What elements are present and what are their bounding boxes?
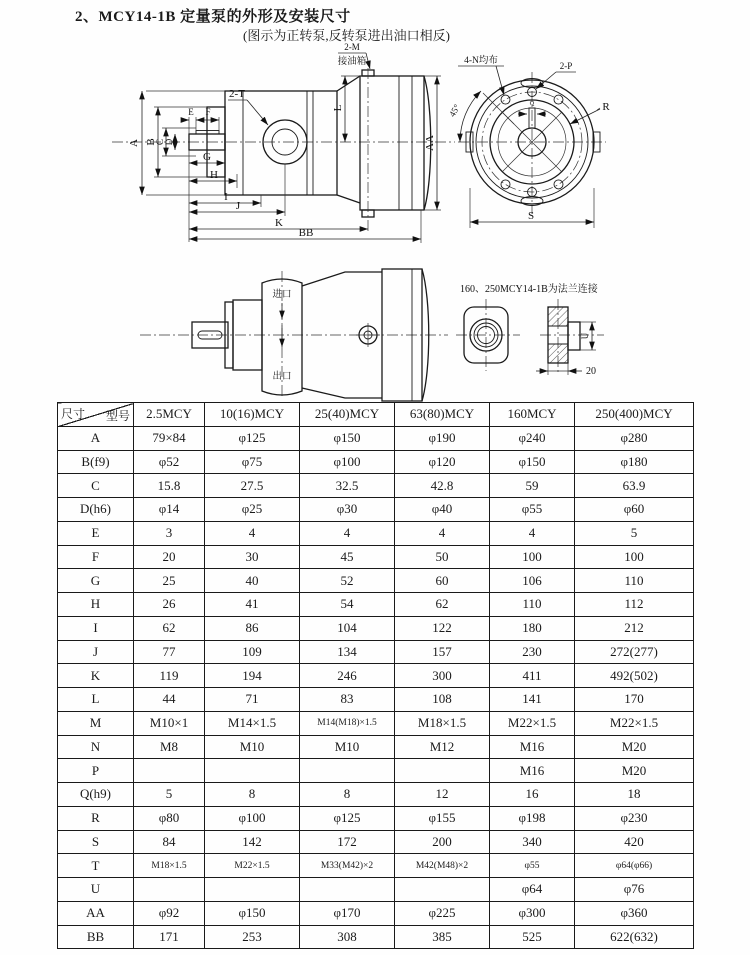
bolt-pattern-label: 4-N均布	[464, 56, 498, 66]
table-cell: 180	[490, 616, 575, 640]
row-label-cell: BB	[58, 925, 134, 949]
table-cell: φ170	[300, 901, 395, 925]
column-header: 160MCY	[490, 403, 575, 427]
table-cell: 8	[300, 783, 395, 807]
dim-label-k: K	[275, 217, 283, 229]
table-cell: 52	[300, 569, 395, 593]
table-cell: 25	[134, 569, 205, 593]
table-cell: 8	[205, 783, 300, 807]
table-cell: 4	[395, 521, 490, 545]
table-cell: 525	[490, 925, 575, 949]
table-cell: 77	[134, 640, 205, 664]
dim-label-a: A	[128, 139, 140, 147]
table-row	[58, 474, 694, 498]
outline-dimension-drawing	[0, 38, 750, 258]
table-cell: φ92	[134, 901, 205, 925]
table-cell: M20	[575, 759, 694, 783]
table-row	[58, 925, 694, 949]
table-cell: 27.5	[205, 474, 300, 498]
table-cell: 5	[134, 783, 205, 807]
column-header: 25(40)MCY	[300, 403, 395, 427]
table-cell: 62	[395, 593, 490, 617]
table-cell: φ240	[490, 426, 575, 450]
dim-label-r: R	[602, 101, 610, 113]
dim-label-g: G	[203, 151, 211, 163]
table-cell: 119	[134, 664, 205, 688]
table-cell: M22×1.5	[575, 711, 694, 735]
row-label-cell: J	[58, 640, 134, 664]
table-cell	[134, 878, 205, 902]
table-cell: 44	[134, 688, 205, 712]
table-cell: 212	[575, 616, 694, 640]
row-label-cell: K	[58, 664, 134, 688]
table-cell: 170	[575, 688, 694, 712]
table-cell: 108	[395, 688, 490, 712]
table-cell: 385	[395, 925, 490, 949]
table-row	[58, 878, 694, 902]
page-subtitle: (图示为正转泵,反转泵进出油口相反)	[243, 28, 450, 43]
table-row	[58, 854, 694, 878]
dim-label-20: 20	[586, 366, 596, 377]
table-cell	[300, 878, 395, 902]
row-label-cell: M	[58, 711, 134, 735]
dim-label-l: L	[332, 104, 344, 112]
table-cell: 3	[134, 521, 205, 545]
table-cell: 134	[300, 640, 395, 664]
table-row	[58, 806, 694, 830]
dim-label-q: Q	[529, 100, 535, 107]
table-cell: 12	[395, 783, 490, 807]
table-cell: 71	[205, 688, 300, 712]
table-cell: M14(M18)×1.5	[300, 711, 395, 735]
table-cell: 246	[300, 664, 395, 688]
table-row	[58, 783, 694, 807]
table-cell	[205, 759, 300, 783]
row-label-cell: E	[58, 521, 134, 545]
table-row	[58, 688, 694, 712]
table-cell: φ64	[490, 878, 575, 902]
table-row	[58, 450, 694, 474]
table-cell: φ125	[300, 806, 395, 830]
dim-label-45deg: 45°	[446, 102, 462, 119]
pump-side-view	[112, 42, 455, 243]
table-cell: 4	[300, 521, 395, 545]
table-cell: M14×1.5	[205, 711, 300, 735]
dim-label-f: F	[205, 107, 211, 117]
table-cell	[205, 878, 300, 902]
table-cell: φ60	[575, 498, 694, 522]
table-cell: 340	[490, 830, 575, 854]
pump-front-view	[447, 54, 610, 228]
table-header-row	[58, 403, 694, 427]
table-cell: 83	[300, 688, 395, 712]
table-cell: M10	[300, 735, 395, 759]
dim-label-s: S	[527, 210, 535, 222]
table-row	[58, 521, 694, 545]
table-cell: 253	[205, 925, 300, 949]
table-cell: 59	[490, 474, 575, 498]
table-cell: 110	[575, 569, 694, 593]
table-cell: 60	[395, 569, 490, 593]
table-cell: 109	[205, 640, 300, 664]
table-corner-cell	[58, 403, 134, 427]
row-label-cell: I	[58, 616, 134, 640]
table-cell: M12	[395, 735, 490, 759]
inlet-port-label: 进口	[272, 290, 292, 300]
page-title: 2、MCY14-1B 定量泵的外形及安装尺寸	[75, 9, 351, 25]
row-label-cell: U	[58, 878, 134, 902]
table-cell: φ55	[490, 854, 575, 878]
dim-label-aa: AA	[424, 135, 436, 151]
table-cell: M16	[490, 759, 575, 783]
table-cell: 54	[300, 593, 395, 617]
table-cell: φ300	[490, 901, 575, 925]
port-flange-drawing	[0, 255, 750, 403]
table-cell: φ55	[490, 498, 575, 522]
table-cell: 62	[134, 616, 205, 640]
flange-note: 160、250MCY14-1B为法兰连接	[460, 284, 598, 295]
dim-label-b: B	[145, 138, 157, 146]
table-cell	[300, 759, 395, 783]
table-row	[58, 498, 694, 522]
table-cell: 16	[490, 783, 575, 807]
table-cell: φ225	[395, 901, 490, 925]
table-cell: M22×1.5	[490, 711, 575, 735]
row-label-cell: Q(h9)	[58, 783, 134, 807]
table-cell: φ30	[300, 498, 395, 522]
table-cell: 194	[205, 664, 300, 688]
table-cell: φ150	[490, 450, 575, 474]
table-cell: 142	[205, 830, 300, 854]
table-cell: φ180	[575, 450, 694, 474]
corner-model-label: 型号	[105, 408, 130, 423]
table-row	[58, 830, 694, 854]
table-cell: φ100	[205, 806, 300, 830]
table-cell: 411	[490, 664, 575, 688]
dim-label-2m: 2-M	[344, 42, 360, 52]
table-cell: 272(277)	[575, 640, 694, 664]
table-cell: 104	[300, 616, 395, 640]
table-cell: 30	[205, 545, 300, 569]
table-cell: M18×1.5	[395, 711, 490, 735]
table-cell: 110	[490, 593, 575, 617]
table-cell: φ76	[575, 878, 694, 902]
row-label-cell: G	[58, 569, 134, 593]
table-cell: M33(M42)×2	[300, 854, 395, 878]
table-cell: M22×1.5	[205, 854, 300, 878]
table-cell	[134, 759, 205, 783]
table-cell: M10×1	[134, 711, 205, 735]
table-cell: 5	[575, 521, 694, 545]
dim-label-j: J	[235, 200, 241, 212]
table-cell: 50	[395, 545, 490, 569]
row-label-cell: P	[58, 759, 134, 783]
table-body	[58, 426, 694, 949]
table-cell: φ64(φ66)	[575, 854, 694, 878]
table-row	[58, 759, 694, 783]
table-cell: 141	[490, 688, 575, 712]
dim-label-bb: BB	[298, 227, 314, 239]
table-cell: 106	[490, 569, 575, 593]
table-cell: φ280	[575, 426, 694, 450]
table-cell: 42.8	[395, 474, 490, 498]
column-header: 10(16)MCY	[205, 403, 300, 427]
table-row	[58, 640, 694, 664]
dim-label-d: D	[164, 138, 174, 146]
table-cell: M10	[205, 735, 300, 759]
table-cell	[395, 759, 490, 783]
table-row	[58, 901, 694, 925]
table-cell: φ230	[575, 806, 694, 830]
table-cell: 112	[575, 593, 694, 617]
table-cell: 622(632)	[575, 925, 694, 949]
tank-port-label: 接油箱	[337, 57, 367, 67]
table-cell: M18×1.5	[134, 854, 205, 878]
dim-label-2t: 2-T	[229, 88, 245, 100]
table-cell: φ150	[300, 426, 395, 450]
row-label-cell: L	[58, 688, 134, 712]
table-cell: 100	[575, 545, 694, 569]
table-cell: φ100	[300, 450, 395, 474]
row-label-cell: B(f9)	[58, 450, 134, 474]
table-row	[58, 545, 694, 569]
table-cell: φ52	[134, 450, 205, 474]
dim-label-c: C	[155, 138, 165, 146]
table-row	[58, 569, 694, 593]
table-cell: 230	[490, 640, 575, 664]
table-row	[58, 664, 694, 688]
table-cell: 172	[300, 830, 395, 854]
table-cell: φ125	[205, 426, 300, 450]
table-cell: φ25	[205, 498, 300, 522]
dim-label-2p: 2-P	[559, 61, 573, 71]
column-header: 63(80)MCY	[395, 403, 490, 427]
column-header: 250(400)MCY	[575, 403, 694, 427]
table-cell: 420	[575, 830, 694, 854]
dim-label-h: H	[210, 169, 218, 181]
outlet-port-label: 出口	[272, 372, 292, 382]
row-label-cell: H	[58, 593, 134, 617]
table-row	[58, 735, 694, 759]
table-cell: 86	[205, 616, 300, 640]
dimension-table	[57, 402, 694, 949]
table-cell: φ150	[205, 901, 300, 925]
table-cell: φ80	[134, 806, 205, 830]
table-cell: φ40	[395, 498, 490, 522]
table-header	[58, 403, 694, 427]
row-label-cell: D(h6)	[58, 498, 134, 522]
table-row	[58, 616, 694, 640]
table-cell: M20	[575, 735, 694, 759]
column-header: 2.5MCY	[134, 403, 205, 427]
row-label-cell: N	[58, 735, 134, 759]
dim-label-u: U	[580, 332, 590, 340]
flange-detail-view	[456, 282, 604, 377]
pump-flow-view	[140, 269, 448, 401]
table-cell: 100	[490, 545, 575, 569]
table-cell: 4	[490, 521, 575, 545]
table-cell: 20	[134, 545, 205, 569]
row-label-cell: T	[58, 854, 134, 878]
table-cell: φ155	[395, 806, 490, 830]
corner-dim-label: 尺寸	[61, 407, 86, 421]
table-cell: φ75	[205, 450, 300, 474]
table-cell: 4	[205, 521, 300, 545]
table-cell: M42(M48)×2	[395, 854, 490, 878]
table-cell: 40	[205, 569, 300, 593]
table-row	[58, 593, 694, 617]
table-cell: 308	[300, 925, 395, 949]
table-cell: M8	[134, 735, 205, 759]
row-label-cell: C	[58, 474, 134, 498]
table-cell: 492(502)	[575, 664, 694, 688]
table-row	[58, 426, 694, 450]
row-label-cell: A	[58, 426, 134, 450]
table-cell: M16	[490, 735, 575, 759]
table-cell: 26	[134, 593, 205, 617]
table-cell: 32.5	[300, 474, 395, 498]
table-cell: 171	[134, 925, 205, 949]
table-cell: 300	[395, 664, 490, 688]
table-cell: 79×84	[134, 426, 205, 450]
table-cell: 18	[575, 783, 694, 807]
table-cell: φ190	[395, 426, 490, 450]
table-cell: 45	[300, 545, 395, 569]
table-cell: 157	[395, 640, 490, 664]
table-cell: φ120	[395, 450, 490, 474]
table-cell: φ198	[490, 806, 575, 830]
table-cell: φ360	[575, 901, 694, 925]
table-cell: 63.9	[575, 474, 694, 498]
row-label-cell: AA	[58, 901, 134, 925]
row-label-cell: R	[58, 806, 134, 830]
row-label-cell: F	[58, 545, 134, 569]
dim-label-i: I	[224, 191, 228, 203]
table-cell	[395, 878, 490, 902]
table-cell: 84	[134, 830, 205, 854]
dim-label-e: E	[188, 107, 194, 117]
table-cell: φ14	[134, 498, 205, 522]
table-row	[58, 711, 694, 735]
table-cell: 122	[395, 616, 490, 640]
table-cell: 41	[205, 593, 300, 617]
row-label-cell: S	[58, 830, 134, 854]
table-cell: 200	[395, 830, 490, 854]
table-cell: 15.8	[134, 474, 205, 498]
